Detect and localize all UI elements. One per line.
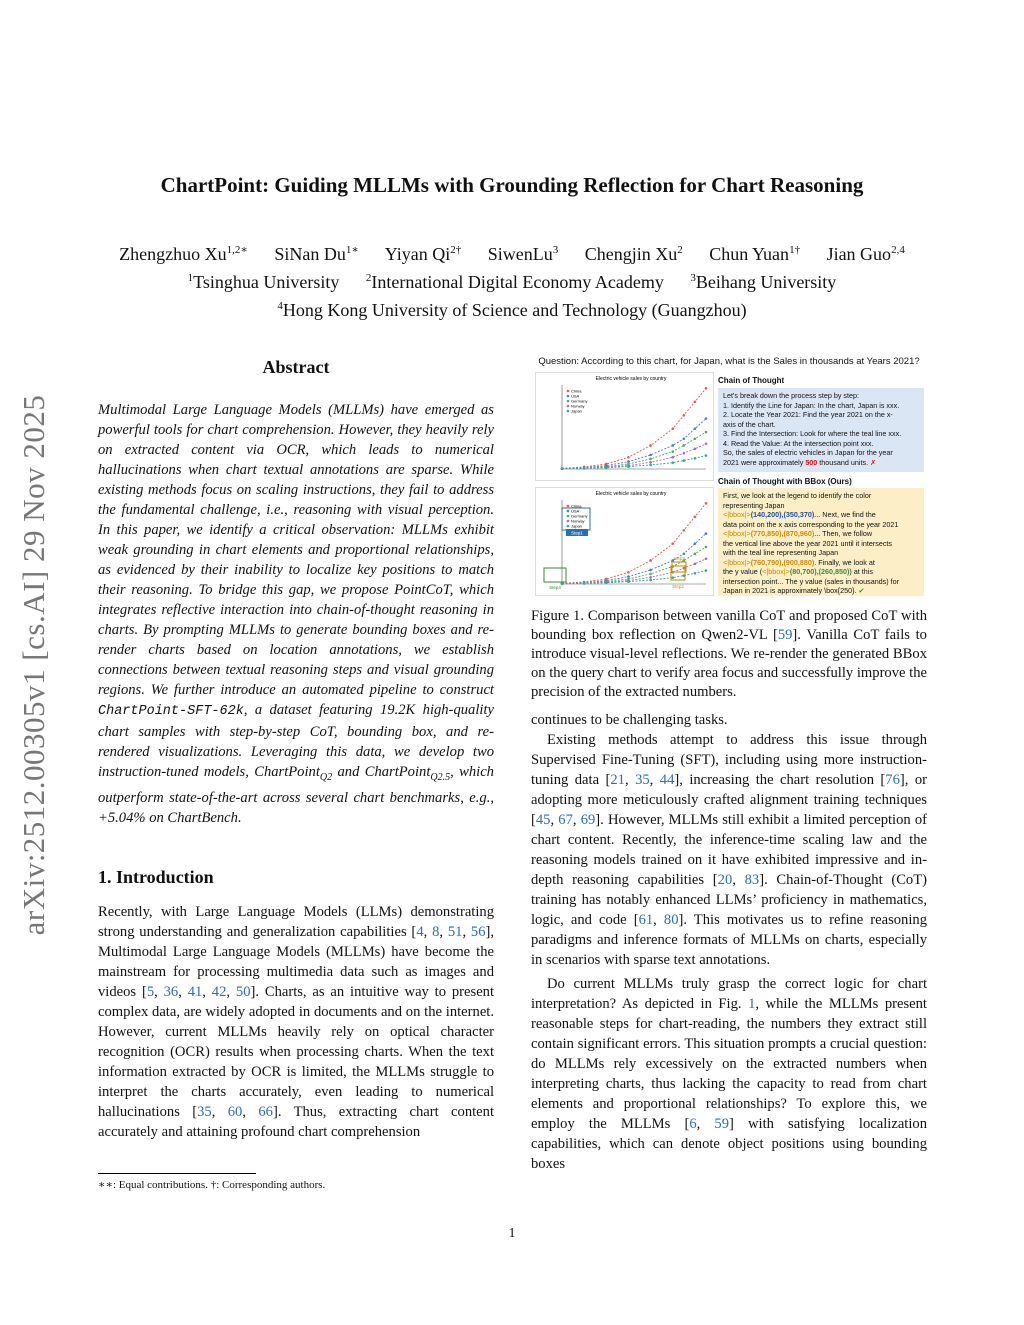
bbox-line: <|bbox|>(770,850),(870,960)... Then, we follow bbox=[723, 529, 873, 538]
citation-link[interactable]: 6 bbox=[689, 1116, 697, 1132]
data-point bbox=[705, 454, 708, 457]
right-column-text bbox=[531, 710, 927, 1174]
data-point bbox=[671, 444, 674, 447]
cot-line: 2. Locate the Year 2021: Find the year 2021 on the x- bbox=[723, 410, 893, 419]
abstract-text: Multimodal Large Language Models (MLLMs) have emerged as powerful tools for chart comprehension. However, they heavily rely on extracted content via OCR, which leads to numerical hallucinations when chart textual annotations are sparse. While existing methods focus on scaling instructions, they fail to address the fundamental challenge, i.e., reasoning with visual perception. In this paper, we identify a critical observation: MLLMs exhibit weak grounding in chart elements and proportional relationships, as evidenced by their inability to localize key positions to match their reasoning. To bridge this gap, we propose PointCoT, which integrates reflective interaction into chain-of-thought reasoning in charts. By prompting MLLMs to generate bounding boxes and re-render charts based on location annotations, we establish connections between textual reasoning steps and visual grounding regions. We further introduce an automated pipeline to construct ChartPoint-SFT-62k, a dataset featuring 19.2K high-quality chart samples with step-by-step CoT, bounding box, and re-rendered visualizations. Leveraging this data, we develop two instruction-tuned models, ChartPoint$_{Q2}$ and ChartPoint$_{Q2.5}$, which outperform state-of-the-art across several chart benchmarks, e.g., +5.04% on ChartBench. bbox=[98, 402, 494, 826]
line-chart-bbox bbox=[536, 488, 713, 595]
citation-link[interactable]: 21 bbox=[610, 772, 625, 788]
bbox-line: representing Japan bbox=[723, 500, 785, 510]
figure-chart-bbox bbox=[535, 487, 714, 596]
data-point bbox=[671, 576, 674, 579]
citation-link[interactable]: 61 bbox=[638, 912, 654, 928]
data-point bbox=[705, 546, 708, 549]
author: Chengjin Xu$^2$ bbox=[584, 244, 683, 264]
data-point bbox=[705, 558, 708, 561]
bbox-panel bbox=[718, 488, 924, 596]
figure-caption: Figure 1. Comparison between vanilla CoT and proposed CoT with bounding box reflection on Qwen2-VL [59]. Vanilla CoT fails to introduce visual-level reflections. We re-render the generated BBox on the query chart to verify area focus and successfully improve the precision of the extracted numbers. bbox=[531, 608, 927, 700]
citation-link[interactable]: 45 bbox=[535, 812, 551, 828]
affiliation-4: $^4$Hong Kong University of Science and Technology (Guangzhou) bbox=[277, 300, 747, 320]
legend-label: Germany bbox=[571, 398, 588, 404]
data-point bbox=[694, 427, 697, 430]
figure-question: Question: According to this chart, for Japan, what is the Sales in thousands at Years 2021? bbox=[538, 356, 920, 367]
data-point bbox=[561, 467, 564, 470]
series-line-germany bbox=[562, 432, 706, 469]
citation-link[interactable]: 83 bbox=[744, 872, 760, 888]
legend-marker bbox=[567, 520, 570, 523]
data-point bbox=[671, 450, 674, 453]
legend-marker bbox=[567, 400, 570, 403]
cot-line: So, the sales of electric vehicles in Japan for the year bbox=[723, 448, 893, 457]
citation-link[interactable]: 56 bbox=[470, 924, 486, 940]
legend-marker bbox=[567, 510, 570, 513]
data-point bbox=[649, 444, 652, 447]
data-point bbox=[705, 387, 708, 390]
data-point bbox=[705, 443, 708, 446]
bbox-line: with the teal line representing Japan bbox=[723, 548, 839, 557]
citation-link[interactable]: 76 bbox=[885, 772, 900, 788]
data-point bbox=[605, 466, 608, 469]
citation-link[interactable]: 20 bbox=[717, 872, 733, 888]
citation-link[interactable]: 41 bbox=[187, 984, 203, 1000]
data-point bbox=[627, 456, 630, 459]
data-point bbox=[627, 571, 630, 574]
bbox-line: Japan in 2021 is approximately \box{250}. ✔ bbox=[723, 586, 865, 595]
data-point bbox=[694, 552, 697, 555]
cot-panel bbox=[718, 388, 924, 472]
author: Zhengzhuo $Xu^{1,2∗}$ bbox=[119, 244, 248, 264]
legend-marker bbox=[567, 505, 570, 508]
check-icon: ✔ bbox=[858, 586, 865, 595]
data-point bbox=[627, 580, 630, 583]
data-point bbox=[705, 502, 708, 505]
legend-label: Norway bbox=[571, 403, 585, 409]
data-point bbox=[683, 529, 686, 532]
affiliations: $^1$Tsinghua University $^2$International Digital Economy Academy $^3$Beihang University bbox=[187, 272, 837, 292]
legend-label: Japan bbox=[571, 523, 582, 529]
data-point bbox=[627, 460, 630, 463]
data-point bbox=[649, 576, 652, 579]
series-line-germany bbox=[562, 547, 706, 584]
citation-link[interactable]: 67 bbox=[558, 812, 573, 828]
page-number: 1 bbox=[508, 1226, 516, 1241]
cot-line: 1. Identify the Line for Japan: In the chart, Japan is xxx. bbox=[723, 400, 900, 410]
cot-line: Let's break down the process step by step: bbox=[723, 391, 860, 400]
legend-label: Japan bbox=[571, 408, 582, 414]
bbox-line: <|bbox|>(140,200),(350,370)... Next, we find the bbox=[723, 510, 876, 519]
citation-link[interactable]: 50 bbox=[235, 984, 251, 1000]
author: Chun Yuan$^{1\dagger}$ bbox=[709, 244, 801, 264]
legend-marker bbox=[567, 405, 570, 408]
citation-link[interactable]: 35 bbox=[635, 772, 650, 788]
bbox-line: intersection point... The y value (sales in thousands) for bbox=[723, 576, 900, 586]
data-point bbox=[683, 452, 686, 455]
citation-link[interactable]: 5 bbox=[146, 984, 155, 1000]
legend-label: China bbox=[571, 388, 582, 394]
data-point bbox=[561, 582, 564, 585]
bbox-line: <|bbox|>(760,790),(900,880). Finally, we look at bbox=[723, 557, 875, 567]
author-list bbox=[0, 238, 1024, 266]
author-block bbox=[0, 238, 1024, 322]
chart-title: Electric vehicle sales by country bbox=[595, 491, 667, 497]
data-point bbox=[671, 427, 674, 430]
data-point bbox=[694, 572, 697, 575]
step4-label: Step4 bbox=[549, 585, 561, 590]
data-point bbox=[605, 581, 608, 584]
intro-heading: 1. Introduction bbox=[98, 867, 214, 887]
data-point bbox=[671, 542, 674, 545]
data-point bbox=[583, 467, 586, 470]
legend-marker bbox=[567, 395, 570, 398]
legend-label: USA bbox=[571, 508, 580, 514]
figure-chart-vanilla bbox=[535, 372, 714, 481]
citation-link[interactable]: 51 bbox=[447, 924, 463, 940]
data-point bbox=[683, 552, 686, 555]
data-point bbox=[649, 458, 652, 461]
data-point bbox=[683, 459, 686, 462]
paragraph: Existing methods attempt to address this issue through Supervised Fine-Tuning (SFT), including using more instruction-tuning data [21, 35, 44], increasing the chart resolution [76], or adopting more meticulously crafted alignment training techniques [45, 67, 69]. However, MLLMs still exhibit a limited perception of chart content. Recently, the inference-time scaling law and the reasoning models trained on it have exhibited impressive and in-depth reasoning capabilities [20, 83]. Chain-of-Thought (CoT) training has notably enhanced LLMs’ proficiency in mathematics, logic, and code [61, 80]. This motivates us to refine reasoning paradigms and inference formats of MLLMs on charts, especially in scenarios with sparse text annotations. bbox=[531, 732, 928, 968]
data-point bbox=[649, 579, 652, 582]
data-point bbox=[649, 573, 652, 576]
data-point bbox=[649, 569, 652, 572]
legend-marker bbox=[567, 390, 570, 393]
data-point bbox=[694, 457, 697, 460]
paper-title: ChartPoint: Guiding MLLMs with Grounding Reflection for Chart Reasoning bbox=[160, 173, 864, 197]
data-point bbox=[649, 559, 652, 562]
data-point bbox=[671, 461, 674, 464]
citation-link[interactable]: 59 bbox=[714, 1116, 729, 1132]
citation-link[interactable]: 42 bbox=[211, 984, 227, 1000]
data-point bbox=[694, 401, 697, 404]
bbox-line: data point on the x axis corresponding to the year 2021 bbox=[723, 519, 899, 529]
citation-link[interactable]: 36 bbox=[163, 984, 179, 1000]
citation-link[interactable]: 8 bbox=[432, 924, 440, 940]
cot-panel-title: Chain of Thought bbox=[718, 376, 785, 385]
footnote: ∗∗: Equal contributions. †: Corresponding authors. bbox=[98, 1179, 326, 1191]
bbox-line: the y value (<|bbox|>(80,700),(260,850)) at this bbox=[723, 567, 873, 576]
paragraph: Do current MLLMs truly grasp the correct logic for chart interpretation? As depicted in Fig. 1, while the MLLMs present reasonable steps for chart-reading, the numbers they extract still contain significant errors. This situation prompts a crucial question: do MLLMs rely excessively on the extracted numbers when interpreting charts, thus lacking the capacity to read from chart elements and proportional relationships? To explore this, we employ the MLLMs [6, 59] with satisfying localization capabilities, which can denote object positions using bounding boxes bbox=[531, 976, 927, 1172]
dataset-name: ChartPoint-SFT-62k bbox=[98, 704, 244, 719]
step2-label: Step2 bbox=[672, 584, 684, 589]
citation-link[interactable]: 1 bbox=[748, 996, 756, 1012]
data-point bbox=[649, 461, 652, 464]
step1-label: Step1 bbox=[571, 530, 583, 536]
data-point bbox=[694, 448, 697, 451]
bbox-panel-title: Chain of Thought with BBox (Ours) bbox=[718, 477, 852, 486]
data-point bbox=[683, 437, 686, 440]
cot-line: axis of the chart. bbox=[723, 419, 776, 429]
data-point bbox=[683, 414, 686, 417]
step3-label: Step3 bbox=[673, 556, 685, 561]
plot-area bbox=[561, 385, 708, 470]
data-point bbox=[705, 417, 708, 420]
cot-line: 3. Find the Intersection: Look for where the teal line xxx. bbox=[723, 429, 902, 438]
data-point bbox=[627, 465, 630, 468]
series-line-norway bbox=[562, 444, 706, 469]
legend-marker bbox=[567, 410, 570, 413]
intro-paragraph: Recently, with Large Language Models (LLMs) demonstrating strong understanding and generalization capabilities [4, 8, 51, 56], Multimodal Large Language Models (MLLMs) have become the mainstream for processing multimedia data such as images and videos [5, 36, 41, 42, 50]. Charts, as an intuitive way to present complex data, are widely adopted in documents and on the internet. However, current MLLMs heavily rely on optical character recognition (OCR) results when processing charts. When the text information extracted by OCR is limited, the MLLMs struggle to interpret the charts accurately, even leading to numerical hallucinations [35, 60, 66]. Thus, extracting chart content accurately and attaining profound chart comprehension bbox=[98, 904, 495, 1140]
data-point bbox=[649, 464, 652, 467]
paragraph: continues to be challenging tasks. bbox=[531, 712, 728, 728]
citation-link[interactable]: 69 bbox=[580, 812, 596, 828]
author: Yiyan $Qi^{2\dagger}$ bbox=[384, 244, 462, 264]
citation-link[interactable]: 59 bbox=[777, 627, 793, 643]
data-point bbox=[583, 582, 586, 585]
author: Jian Guo$^{2,4}$ bbox=[826, 244, 905, 264]
data-point bbox=[705, 532, 708, 535]
bbox-line: the vertical line above the year 2021 until it intersects bbox=[723, 538, 893, 548]
data-point bbox=[627, 575, 630, 578]
citation-link[interactable]: 66 bbox=[258, 1104, 273, 1120]
footnote-rule bbox=[98, 1173, 256, 1174]
data-point bbox=[705, 569, 708, 572]
data-point bbox=[694, 563, 697, 566]
chart-title: Electric vehicle sales by country bbox=[595, 376, 667, 382]
data-point bbox=[649, 454, 652, 457]
data-point bbox=[705, 431, 708, 434]
citation-link[interactable]: 60 bbox=[227, 1104, 243, 1120]
citation-link[interactable]: 80 bbox=[663, 912, 679, 928]
arxiv-stamp: arXiv:2512.00305v1 [cs.AI] 29 Nov 2025 bbox=[16, 394, 51, 936]
legend-marker bbox=[567, 515, 570, 518]
data-point bbox=[694, 516, 697, 519]
abstract-heading: Abstract bbox=[262, 357, 330, 377]
line-chart-vanilla bbox=[536, 373, 713, 480]
data-point bbox=[694, 437, 697, 440]
data-point bbox=[683, 444, 686, 447]
bbox-step4 bbox=[544, 568, 566, 582]
wrong-cross-icon: ✗ bbox=[870, 457, 877, 467]
citation-link[interactable]: 44 bbox=[659, 772, 675, 788]
citation-link[interactable]: 35 bbox=[197, 1104, 212, 1120]
data-point bbox=[694, 542, 697, 545]
legend-label: Norway bbox=[571, 518, 585, 524]
legend-label: Germany bbox=[571, 513, 588, 519]
author: SiNan $Du^{1∗}$ bbox=[274, 244, 359, 264]
citation-link[interactable]: 4 bbox=[416, 924, 424, 940]
author: SiwenLu$^3$ bbox=[487, 244, 559, 264]
bbox-line: First, we look at the legend to identify the color bbox=[723, 491, 872, 500]
data-point bbox=[671, 456, 674, 459]
legend-label: China bbox=[571, 503, 582, 509]
legend-marker bbox=[567, 525, 570, 528]
legend-label: USA bbox=[571, 393, 580, 399]
cot-line: 4. Read the Value: At the intersection point xxx. bbox=[723, 438, 874, 448]
cot-line: 2021 were approximately 500 thousand units. ✗ bbox=[723, 457, 877, 467]
